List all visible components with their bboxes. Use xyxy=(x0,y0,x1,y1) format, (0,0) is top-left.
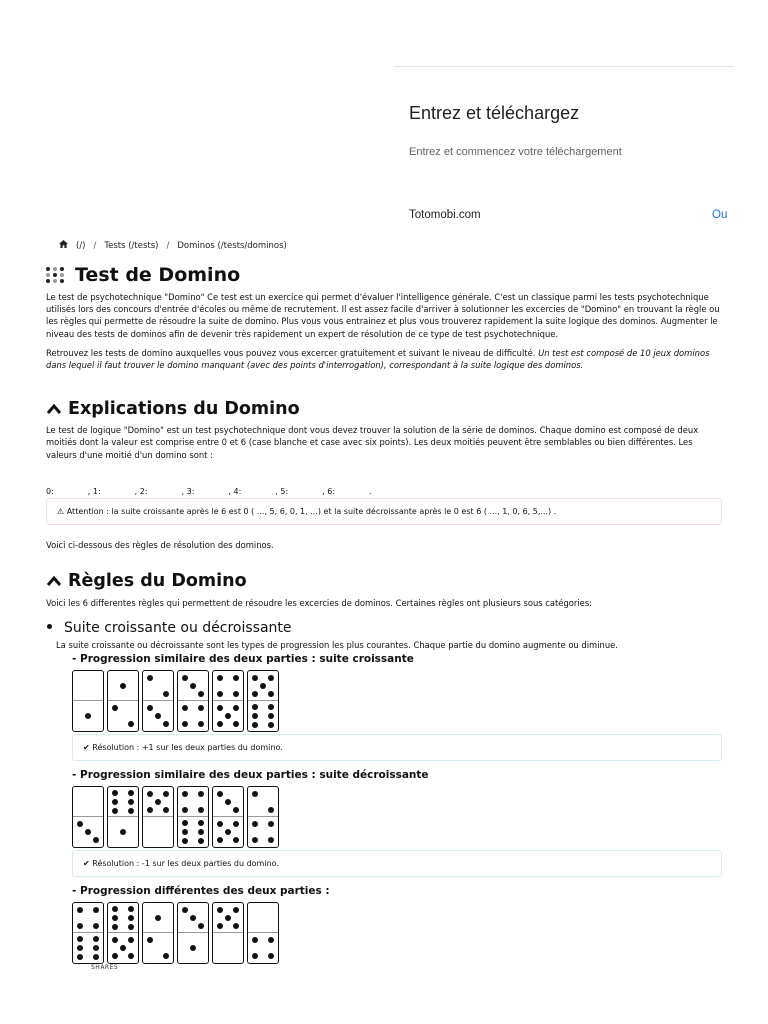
domino-pip xyxy=(198,705,204,711)
ad-divider xyxy=(394,66,734,67)
ad-subtitle[interactable]: Entrez et commencez votre téléchargement xyxy=(409,146,622,158)
domino xyxy=(72,786,104,848)
domino xyxy=(177,902,209,964)
domino-pip xyxy=(128,799,134,805)
domino xyxy=(212,786,244,848)
domino-pip xyxy=(155,713,161,719)
ad-site[interactable]: Totomobi.com xyxy=(409,209,481,221)
domino-pip xyxy=(252,837,258,843)
domino-pip xyxy=(128,937,134,943)
domino-pip xyxy=(252,713,258,719)
warning-icon: ⚠ xyxy=(57,506,65,516)
domino-pip xyxy=(77,936,83,942)
domino-pip xyxy=(233,691,239,697)
resolution-box: ✔ Résolution : +1 sur les deux parties du domino. xyxy=(72,734,722,761)
domino-pip xyxy=(112,705,118,711)
domino-pip xyxy=(112,906,118,912)
domino-pip xyxy=(190,683,196,689)
domino-pip xyxy=(225,829,231,835)
domino-pip xyxy=(182,791,188,797)
domino-pip xyxy=(252,691,258,697)
domino-pip xyxy=(93,907,99,913)
domino-pip xyxy=(120,945,126,951)
domino-pip xyxy=(93,837,99,843)
rule-section-title: - Progression similaire des deux parties : suite décroissante xyxy=(72,769,429,782)
rule-section-title: - Progression similaire des deux parties : suite croissante xyxy=(72,653,414,666)
domino-pip xyxy=(198,721,204,727)
domino-pip xyxy=(128,906,134,912)
domino-pip xyxy=(93,945,99,951)
domino-pip xyxy=(163,791,169,797)
domino-pip xyxy=(77,954,83,960)
domino-pip xyxy=(112,915,118,921)
domino xyxy=(212,670,244,732)
domino-pip xyxy=(217,691,223,697)
domino-row xyxy=(72,902,722,964)
domino-pip xyxy=(217,721,223,727)
explications-text: Le test de logique "Domino" est un test psychotechnique dont vous devez trouver la solution de la série de dominos. Chaque domino est composé de deux moitiés dont la valeur est comprise entre 0 et 6 (case blanche et case avec six points). Les deux moitiés peuvent être semblables ou bien différentes. Les valeurs d'une moitié d'un domino sont : xyxy=(46,425,699,460)
warning-box: ⚠ Attention : la suite croissante après le 6 est 0 ( ..., 5, 6, 0, 1, ...) et la suite décroissante après le 0 est 6 ( ..., 1, 0, 6, 5,...) . xyxy=(46,498,722,525)
domino-pip xyxy=(268,837,274,843)
domino-pip xyxy=(182,807,188,813)
domino-values: 0: , 1: , 2: , 3: , 4: , 5: , 6: . xyxy=(46,486,372,496)
domino-pip xyxy=(112,924,118,930)
domino-pip xyxy=(163,953,169,959)
domino-pip xyxy=(147,675,153,681)
domino-pip xyxy=(77,821,83,827)
domino-pip xyxy=(252,937,258,943)
domino-pip xyxy=(198,807,204,813)
domino xyxy=(107,670,139,732)
domino-pip xyxy=(217,923,223,929)
domino-pip xyxy=(147,705,153,711)
intro-paragraph: Le test de psychotechnique "Domino" Ce test est un exercice qui permet d'évaluer l'intelligence générale. C'est un classique parmi les tests psychotechnique utilisés lors des concours d'entrée d'écoles ou même de recrutement. Il est assez facile d'arriver à solutionner les excercies de "Domino" en trouvant la règle ou les règles qui permette de résoudre la suite de domino. Plus vous vous entrainez et plus vous trouverez rapidement la suite logique des dominos. Augmenter le niveau des tests de dominos afin de devenir très rapidement un expert de résolution de ce type de test psychotechnique. xyxy=(46,292,720,339)
domino-pip xyxy=(225,799,231,805)
domino-pip xyxy=(182,907,188,913)
rules-list xyxy=(46,617,722,651)
domino-pip xyxy=(217,907,223,913)
domino-pip xyxy=(163,807,169,813)
domino-pip xyxy=(233,721,239,727)
domino xyxy=(107,902,139,964)
domino-pip xyxy=(268,691,274,697)
domino-pip xyxy=(268,821,274,827)
domino-pip xyxy=(225,915,231,921)
domino-pip xyxy=(268,937,274,943)
domino-pip xyxy=(217,821,223,827)
domino-pip xyxy=(147,791,153,797)
chevron-up-icon xyxy=(46,403,62,415)
domino-pip xyxy=(233,675,239,681)
domino-pip xyxy=(268,675,274,681)
domino xyxy=(72,902,104,964)
domino-pip xyxy=(93,954,99,960)
rule-text: La suite croissante ou décroissante sont les types de progression les plus courantes. Chaque partie du domino augmente ou diminue. xyxy=(56,640,618,651)
domino-pip xyxy=(85,713,91,719)
regles-heading[interactable]: Règles du Domino xyxy=(46,571,722,591)
domino-pip xyxy=(268,953,274,959)
domino xyxy=(212,902,244,964)
domino-pip xyxy=(260,683,266,689)
rule-sections xyxy=(72,653,722,964)
domino xyxy=(247,902,279,964)
domino xyxy=(247,786,279,848)
domino-row xyxy=(72,670,722,732)
domino xyxy=(247,670,279,732)
page-title xyxy=(46,262,722,288)
domino-pip xyxy=(198,791,204,797)
breadcrumb-dominos[interactable]: Dominos (/tests/dominos) xyxy=(177,240,287,251)
domino-pip xyxy=(233,837,239,843)
domino-pip xyxy=(252,675,258,681)
check-icon: ✔ xyxy=(83,859,93,869)
explications-heading[interactable]: Explications du Domino xyxy=(46,399,722,419)
domino-pip xyxy=(128,915,134,921)
domino xyxy=(177,670,209,732)
ad-open-button[interactable]: Ou xyxy=(712,209,728,221)
breadcrumb-separator: / xyxy=(93,240,97,251)
domino xyxy=(142,902,174,964)
domino-pip xyxy=(155,915,161,921)
domino-pip xyxy=(147,937,153,943)
dominos-icon xyxy=(46,267,65,283)
domino-pip xyxy=(112,953,118,959)
shares-label: SHARES xyxy=(91,964,119,971)
domino-pip xyxy=(233,923,239,929)
domino-pip xyxy=(252,821,258,827)
rule-section xyxy=(72,653,722,761)
domino-pip xyxy=(85,829,91,835)
domino xyxy=(142,786,174,848)
regles-intro: Voici les 6 differentes règles qui permettent de résoudre les excercies de dominos. Certaines règles ont plusieurs sous catégories: xyxy=(46,598,593,609)
domino xyxy=(177,786,209,848)
resolution-box: ✔ Résolution : -1 sur les deux parties du domino. xyxy=(72,850,722,877)
domino-pip xyxy=(198,820,204,826)
domino-pip xyxy=(225,713,231,719)
domino-pip xyxy=(233,821,239,827)
domino-pip xyxy=(128,721,134,727)
domino-pip xyxy=(182,705,188,711)
home-icon[interactable] xyxy=(59,240,68,251)
domino xyxy=(72,670,104,732)
breadcrumb xyxy=(59,240,287,251)
domino-pip xyxy=(233,907,239,913)
domino-pip xyxy=(128,790,134,796)
page-title-text: Test de Domino xyxy=(75,264,241,286)
breadcrumb-tests[interactable]: Tests (/tests) xyxy=(104,240,159,251)
domino-pip xyxy=(120,829,126,835)
domino xyxy=(107,786,139,848)
domino-pip xyxy=(233,705,239,711)
domino-pip xyxy=(77,907,83,913)
domino-pip xyxy=(268,807,274,813)
domino-pip xyxy=(182,721,188,727)
domino-pip xyxy=(233,807,239,813)
domino-pip xyxy=(252,953,258,959)
domino-pip xyxy=(198,829,204,835)
rule-item xyxy=(56,617,722,651)
domino-pip xyxy=(198,691,204,697)
domino-pip xyxy=(93,923,99,929)
domino-pip xyxy=(252,791,258,797)
domino-pip xyxy=(217,705,223,711)
domino-pip xyxy=(147,807,153,813)
main-content xyxy=(46,262,722,964)
domino-pip xyxy=(155,799,161,805)
rule-section xyxy=(72,885,722,964)
domino-pip xyxy=(112,808,118,814)
check-icon: ✔ xyxy=(83,743,93,753)
domino-pip xyxy=(128,953,134,959)
domino-pip xyxy=(198,923,204,929)
domino-pip xyxy=(120,683,126,689)
domino-pip xyxy=(163,691,169,697)
domino-pip xyxy=(182,838,188,844)
domino-pip xyxy=(128,924,134,930)
intro-paragraph-2: Retrouvez les tests de domino auxquelles vous pouvez vous excercer gratuitement et suivant le niveau de difficulté. Un test est composé de 10 jeux dominos dans lequel il faut trouver le domino manquant (avec des points d'interrogation), correspondant à la suite logique des dominos. xyxy=(46,347,710,371)
domino-pip xyxy=(190,915,196,921)
domino-pip xyxy=(268,722,274,728)
domino-pip xyxy=(198,838,204,844)
domino xyxy=(142,670,174,732)
domino-pip xyxy=(182,675,188,681)
domino-pip xyxy=(112,790,118,796)
domino-pip xyxy=(182,820,188,826)
domino-pip xyxy=(217,791,223,797)
breadcrumb-separator: / xyxy=(166,240,170,251)
domino-pip xyxy=(128,808,134,814)
domino-pip xyxy=(268,704,274,710)
domino-pip xyxy=(93,936,99,942)
domino-pip xyxy=(190,945,196,951)
breadcrumb-home[interactable]: (/) xyxy=(76,240,86,251)
ad-title[interactable]: Entrez et téléchargez xyxy=(409,103,580,123)
domino-pip xyxy=(112,937,118,943)
rules-intro-line: Voici ci-dessous des règles de résolution des dominos. xyxy=(46,539,274,550)
domino-pip xyxy=(112,799,118,805)
domino-pip xyxy=(163,721,169,727)
chevron-up-icon xyxy=(46,575,62,587)
domino-pip xyxy=(77,923,83,929)
rule-section-title: - Progression différentes des deux parties : xyxy=(72,885,330,898)
domino-pip xyxy=(217,837,223,843)
domino-pip xyxy=(252,722,258,728)
domino-pip xyxy=(217,675,223,681)
domino-row xyxy=(72,786,722,848)
domino-pip xyxy=(268,713,274,719)
domino-pip xyxy=(252,704,258,710)
rule-title: • Suite croissante ou décroissante xyxy=(64,620,292,637)
domino-pip xyxy=(77,945,83,951)
rule-section xyxy=(72,769,722,877)
domino-pip xyxy=(182,829,188,835)
